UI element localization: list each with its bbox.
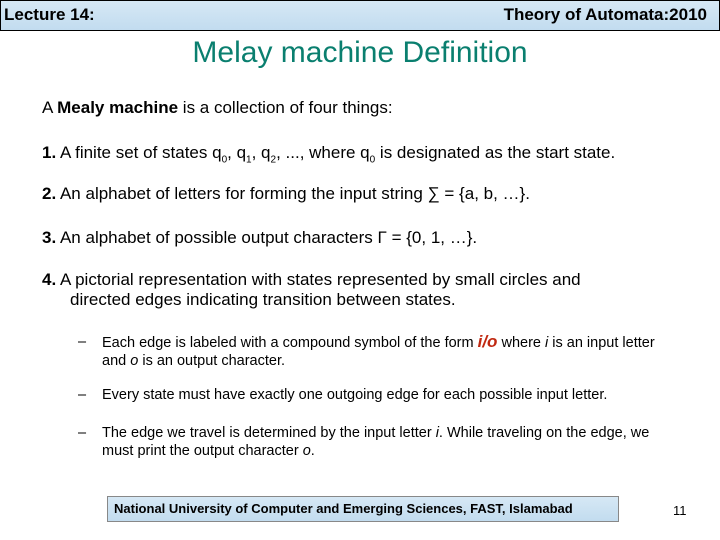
subscript: 1 xyxy=(246,154,252,166)
page-number: 11 xyxy=(673,503,687,518)
subpoint-2-text: Every state must have exactly one outgoing edge for each possible input letter. xyxy=(102,387,608,403)
point-3-text: An alphabet of possible output characters Γ = {0, 1, …}. xyxy=(56,228,478,247)
lecture-label: Lecture 14: xyxy=(4,5,95,24)
italic-i: i xyxy=(545,335,549,351)
italic-i: i xyxy=(435,425,439,441)
point-4-num: 4. xyxy=(42,270,57,289)
point-4-line2: directed edges indicating transition between states. xyxy=(70,290,456,309)
point-4 xyxy=(42,270,662,310)
subpoint-3-text: . xyxy=(310,443,315,459)
point-4-line1: A pictorial representation with states represented by small circles and xyxy=(56,270,581,289)
point-2-text: An alphabet of letters for forming the input string ∑ = {a, b, …}. xyxy=(56,184,530,203)
intro-post: is a collection of four things: xyxy=(178,98,393,117)
point-1-text: is designated as the start state. xyxy=(375,143,616,162)
point-1-num: 1. xyxy=(42,143,57,162)
subscript: 0 xyxy=(221,154,228,166)
subscript: 2 xyxy=(270,154,277,166)
point-1-text: A finite set of states q xyxy=(56,143,222,162)
footer-text: National University of Computer and Emerging Sciences, FAST, Islamabad xyxy=(114,501,573,516)
point-1 xyxy=(42,143,615,170)
dash-bullet: – xyxy=(78,334,87,350)
intro-pre: A xyxy=(42,98,58,117)
italic-o: o xyxy=(130,353,139,369)
point-2 xyxy=(42,184,530,204)
slide-title: Melay machine Definition xyxy=(192,36,528,69)
dash-bullet: – xyxy=(78,387,87,403)
subpoint-3-text: The edge we travel is determined by the input letter xyxy=(102,425,436,441)
dash-bullet: – xyxy=(78,425,87,441)
subpoint-3 xyxy=(78,424,682,460)
point-3-num: 3. xyxy=(42,228,57,247)
slide-header xyxy=(0,0,720,31)
subpoint-3-text: . While traveling on the edge, we must print the output character xyxy=(102,425,650,459)
course-label: Theory of Automata:2010 xyxy=(503,5,707,24)
point-1-text: , q xyxy=(227,143,247,162)
intro-text xyxy=(42,98,393,118)
io-symbol: i/o xyxy=(477,332,498,351)
intro-bold: Mealy machine xyxy=(57,98,179,117)
point-1-text: , q xyxy=(251,143,271,162)
slide-footer xyxy=(107,496,619,522)
subpoint-1-text: where xyxy=(497,335,546,351)
italic-o: o xyxy=(302,443,311,459)
point-1-text: , ..., where q xyxy=(276,143,370,162)
subpoint-2 xyxy=(78,386,682,404)
point-2-num: 2. xyxy=(42,184,57,203)
subscript: 0 xyxy=(369,154,376,166)
subpoint-1-text: is an output character. xyxy=(138,353,286,369)
subpoint-1-text: is an input letter and xyxy=(102,335,655,369)
subpoint-1-text: Each edge is labeled with a compound symbol of the form xyxy=(102,335,478,351)
subpoint-1 xyxy=(78,333,682,370)
point-3 xyxy=(42,228,477,248)
